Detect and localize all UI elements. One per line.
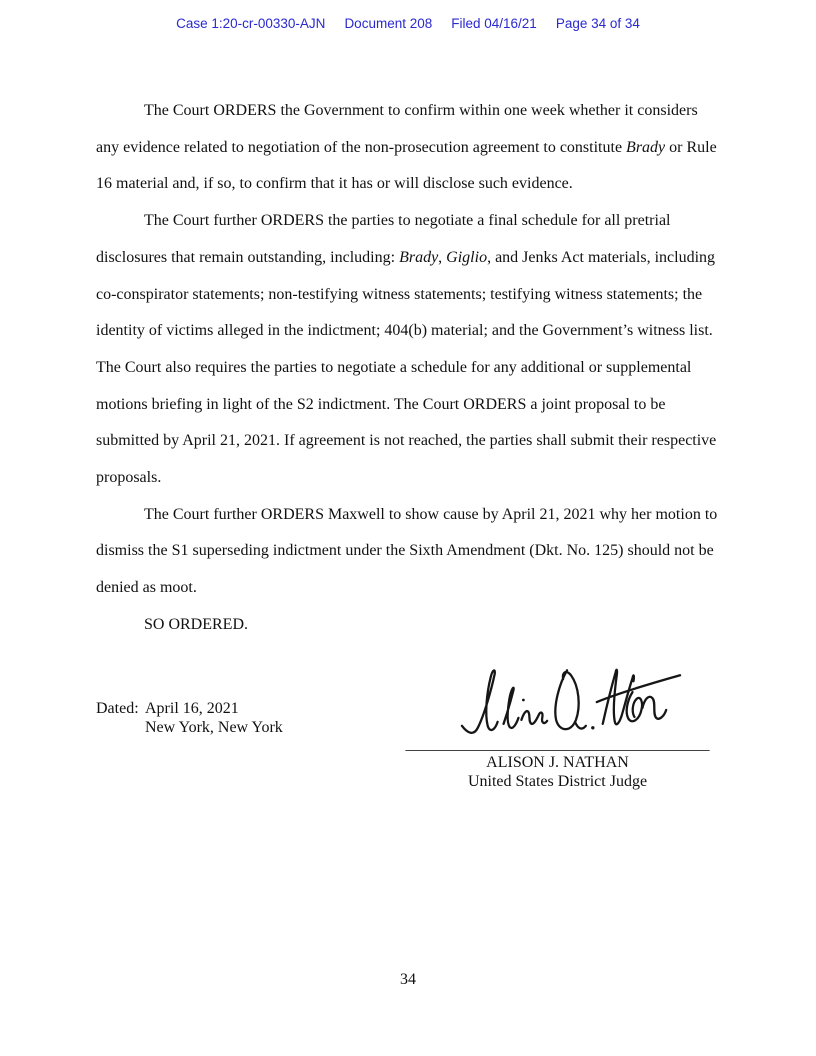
paragraph-show-cause bbox=[96, 497, 724, 607]
text-run: or Rule 16 material and, if so, to confirm that it has or will disclose such evidence. bbox=[96, 138, 717, 193]
page-count: Page 34 of 34 bbox=[555, 16, 640, 31]
order-body bbox=[96, 93, 724, 644]
judge-title: United States District Judge bbox=[467, 773, 648, 791]
dated-row bbox=[96, 699, 283, 718]
signature-block bbox=[405, 737, 710, 792]
dated-label-spacer bbox=[96, 718, 145, 737]
text-run: The Court ORDERS the Government to confirm within one week whether it considers any evidence related to negotiation of the non-prosecution agreement to constitute bbox=[96, 102, 698, 156]
place-row bbox=[96, 718, 283, 737]
document-number: Document 208 bbox=[344, 16, 433, 31]
text-run: The Court further ORDERS Maxwell to show cause by April 21, 2021 why her motion to dismiss the S1 superseding indictment under the Sixth Amendment (Dkt. No. 125) should not be denied as moot. bbox=[96, 505, 718, 597]
judge-signature bbox=[452, 662, 690, 748]
case-number: Case 1:20-cr-00330-AJN bbox=[176, 16, 326, 31]
judge-name: ALISON J. NATHAN bbox=[486, 754, 629, 771]
so-ordered-line bbox=[96, 607, 724, 644]
place-value: New York, New York bbox=[145, 719, 283, 737]
text-run: The Court further ORDERS the parties to negotiate a final schedule for all pretrial disclosures that remain outstanding, including: bbox=[96, 212, 671, 266]
text-run: , and Jenks Act materials, including co-conspirator statements; non-testifying witness statements; testifying witness statements; the identity of victims alleged in the indictment; 404(b) material; and the Government’s witness list. The Court also requires the parties to negotiate a schedule for any additional or supplemental motions briefing in light of the S2 indictment. The Court ORDERS a joint proposal to be submitted by April 21, 2021. If agreement is not reached, the parties shall submit their respective proposals. bbox=[96, 248, 717, 487]
signature-line: ______________________________________ bbox=[405, 737, 710, 753]
dated-label: Dated: bbox=[96, 700, 139, 717]
dated-value: April 16, 2021 bbox=[145, 700, 239, 717]
filed-date: Filed 04/16/21 bbox=[451, 16, 537, 31]
text-run: SO ORDERED. bbox=[144, 615, 249, 633]
case-cite-giglio: Giglio bbox=[446, 248, 488, 266]
page-number: 34 bbox=[400, 971, 416, 988]
ecf-stamp-header bbox=[0, 16, 816, 31]
paragraph-pretrial-schedule bbox=[96, 203, 724, 497]
dated-block bbox=[96, 699, 283, 738]
paragraph-brady-confirmation bbox=[96, 93, 724, 203]
case-cite-brady: Brady bbox=[399, 248, 439, 266]
case-cite-brady: Brady bbox=[626, 138, 666, 156]
text-run: , bbox=[438, 248, 447, 266]
